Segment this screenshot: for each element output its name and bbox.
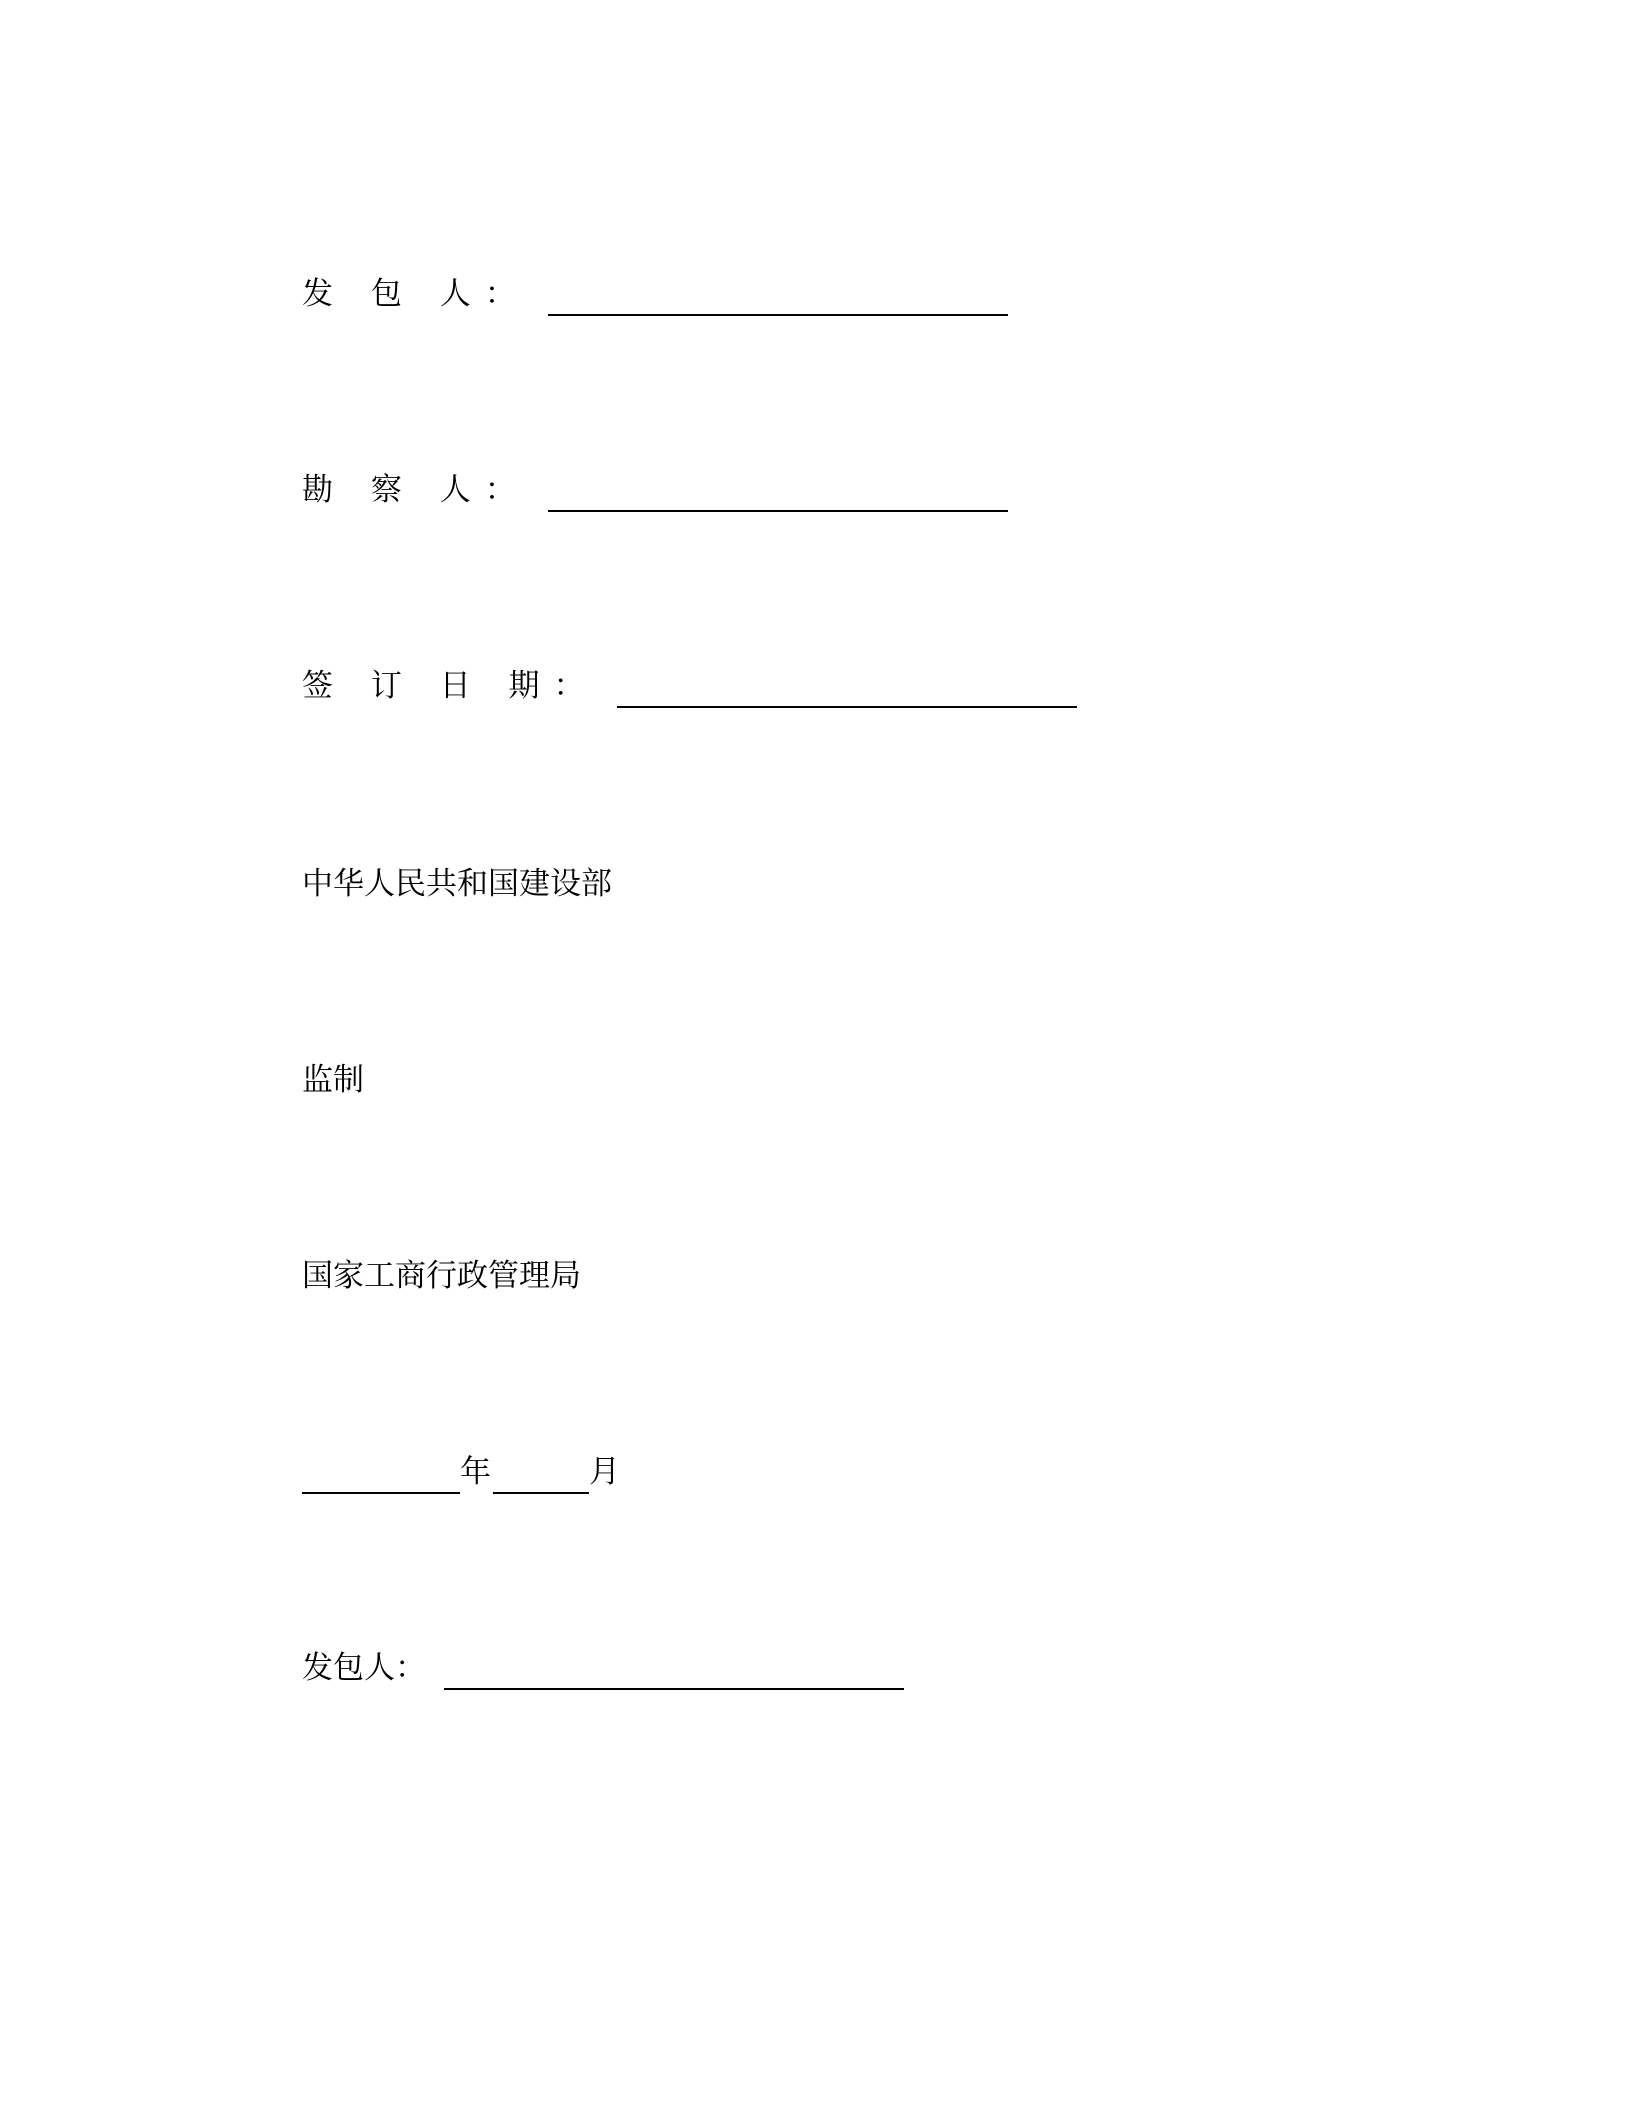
year-label: 年: [460, 1454, 491, 1490]
signing-date-label: 签 订 日 期：: [302, 668, 599, 704]
month-blank-line[interactable]: [493, 1462, 589, 1494]
month-label: 月: [589, 1454, 620, 1490]
supervise-text: 监制: [302, 1062, 364, 1098]
contractor-field-row: [302, 272, 1008, 316]
surveyor-blank-line[interactable]: [548, 480, 1008, 512]
signing-date-field-row: [302, 664, 1077, 708]
ministry-text: 中华人民共和国建设部: [302, 866, 612, 902]
footer-contractor-field-row: [302, 1646, 904, 1690]
year-blank-line[interactable]: [302, 1462, 460, 1494]
surveyor-field-row: [302, 468, 1008, 512]
signing-date-blank-line[interactable]: [617, 676, 1077, 708]
year-month-row: [302, 1450, 620, 1494]
contractor-blank-line[interactable]: [548, 284, 1008, 316]
footer-contractor-blank-line[interactable]: [444, 1658, 904, 1690]
footer-contractor-label: 发包人：: [302, 1650, 426, 1686]
contractor-label: 发 包 人：: [302, 276, 530, 312]
surveyor-label: 勘 察 人：: [302, 472, 530, 508]
bureau-text: 国家工商行政管理局: [302, 1258, 581, 1294]
